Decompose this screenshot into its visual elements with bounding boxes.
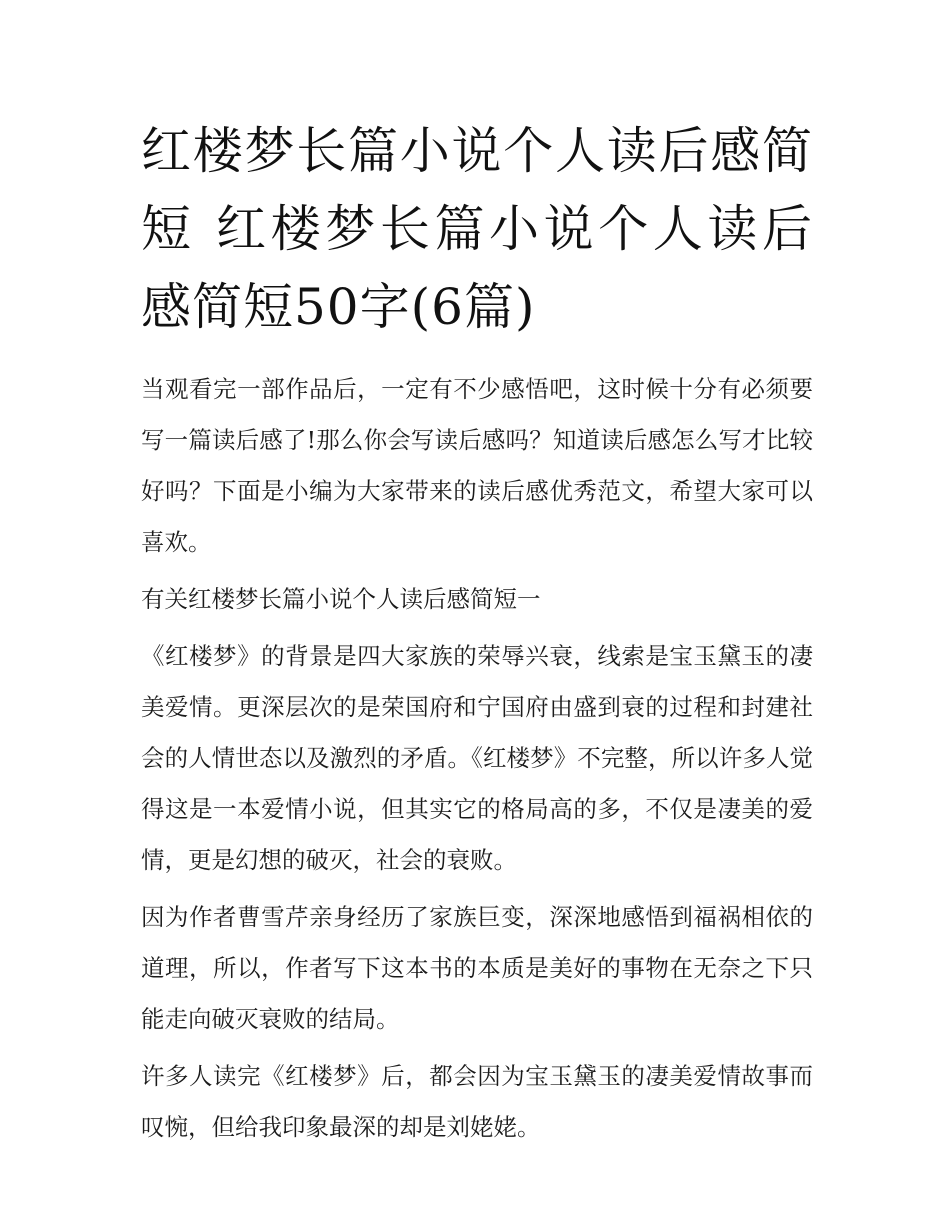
section-heading: 有关红楼梦长篇小说个人读后感简短一 (141, 585, 541, 613)
intro-paragraph: 当观看完一部作品后，一定有不少感悟吧，这时候十分有必须要写一篇读后感了!那么你会写读后感吗？知道读后感怎么写才比较好吗？下面是小编为大家带来的读后感优秀范文，希望大家可以喜欢。 (141, 375, 813, 556)
document-title: 红楼梦长篇小说个人读后感简短 红楼梦长篇小说个人读后感简短50字(6篇) (141, 122, 813, 336)
body-paragraph: 《红楼梦》的背景是四大家族的荣辱兴衰，线索是宝玉黛玉的凄美爱情。更深层次的是荣国府和宁国府由盛到衰的过程和封建社会的人情世态以及激烈的矛盾。《红楼梦》不完整，所以许多人觉得这是一本爱情小说，但其实它的格局高的多，不仅是凄美的爱情，更是幻想的破灭，社会的衰败。 (141, 642, 813, 874)
body-paragraph: 因为作者曹雪芹亲身经历了家族巨变，深深地感悟到福祸相依的道理，所以，作者写下这本书的本质是美好的事物在无奈之下只能走向破灭衰败的结局。 (141, 903, 813, 1033)
body-paragraph: 许多人读完《红楼梦》后，都会因为宝玉黛玉的凄美爱情故事而叹惋，但给我印象最深的却是刘姥姥。 (141, 1062, 813, 1141)
document-body (141, 112, 813, 1159)
